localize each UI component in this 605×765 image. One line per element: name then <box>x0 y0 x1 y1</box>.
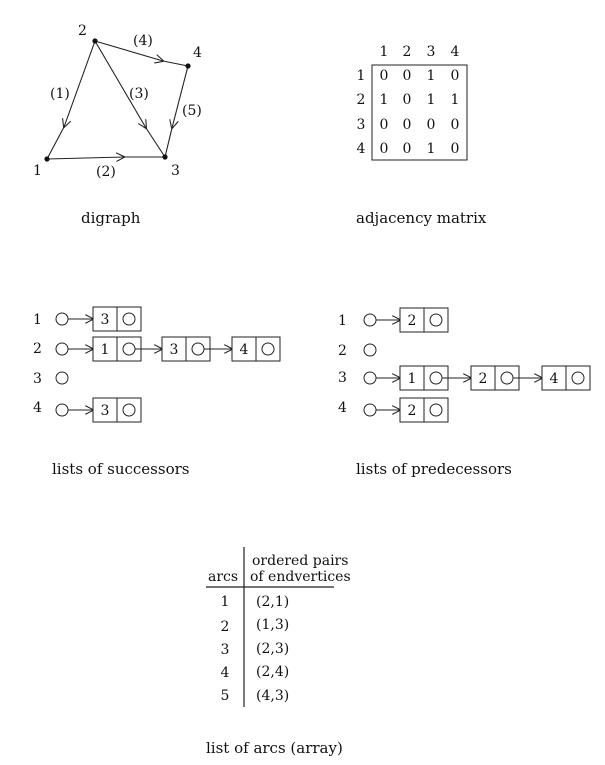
head-pointer-circle <box>364 404 376 416</box>
matrix-col-header: 4 <box>450 44 460 60</box>
list-node-value: 2 <box>407 313 417 329</box>
matrix-cell: 1 <box>426 92 436 108</box>
arc-label: (2) <box>96 164 116 180</box>
table-arc-pair: (2,4) <box>256 664 290 680</box>
table-arc-number: 4 <box>220 665 230 681</box>
list-node-value: 2 <box>407 403 417 419</box>
matrix-cell: 1 <box>426 141 436 157</box>
table-arc-pair: (2,3) <box>256 641 290 657</box>
arc-array-table <box>206 547 351 757</box>
list-node-value: 4 <box>549 371 559 387</box>
null-pointer-circle <box>364 344 376 356</box>
head-pointer-circle <box>364 372 376 384</box>
matrix-cell: 0 <box>379 68 389 84</box>
list-vertex-label: 3 <box>338 370 347 386</box>
vertex-label: 1 <box>33 163 42 179</box>
vertex-label: 2 <box>78 23 87 39</box>
matrix-cell: 0 <box>450 117 460 133</box>
list-node-value: 3 <box>169 342 179 358</box>
null-pointer-circle <box>430 404 442 416</box>
matrix-row-header: 2 <box>356 92 366 108</box>
matrix-caption: adjacency matrix <box>356 209 487 227</box>
matrix-cell: 1 <box>379 92 389 108</box>
matrix-row-header: 4 <box>356 141 366 157</box>
matrix-cell: 0 <box>402 68 412 84</box>
head-pointer-circle <box>56 404 68 416</box>
arc-label: (3) <box>129 86 149 102</box>
successors-caption: lists of successors <box>52 460 190 478</box>
pointer-circle <box>123 343 135 355</box>
table-arc-pair: (2,1) <box>256 594 290 610</box>
matrix-row-header: 3 <box>356 117 366 133</box>
list-vertex-label: 4 <box>33 400 42 416</box>
list-vertex-label: 2 <box>33 341 42 357</box>
list-node-value: 4 <box>239 342 249 358</box>
list-vertex-label: 1 <box>33 312 42 328</box>
matrix-cell: 0 <box>450 68 460 84</box>
list-node-value: 1 <box>407 371 417 387</box>
pointer-circle <box>430 372 442 384</box>
vertex-label: 3 <box>171 163 180 179</box>
adjacency-matrix <box>356 44 487 227</box>
matrix-col-header: 3 <box>426 44 436 60</box>
table-arc-number: 3 <box>220 642 230 658</box>
vertex-1-dot <box>44 156 49 161</box>
matrix-cell: 0 <box>402 141 412 157</box>
matrix-cell: 0 <box>379 141 389 157</box>
arc-array-caption: list of arcs (array) <box>206 739 343 757</box>
table-header-pairs-2: of endvertices <box>250 569 351 585</box>
predecessor-lists <box>338 308 590 478</box>
list-node-value: 3 <box>100 312 110 328</box>
table-header-arcs: arcs <box>208 569 239 585</box>
null-pointer-circle <box>56 372 68 384</box>
vertex-label: 4 <box>193 45 202 61</box>
null-pointer-circle <box>430 314 442 326</box>
list-node-value: 3 <box>100 403 110 419</box>
vertex-2-dot <box>92 38 97 43</box>
null-pointer-circle <box>123 313 135 325</box>
vertex-4-dot <box>185 63 190 68</box>
matrix-cell: 0 <box>426 117 436 133</box>
null-pointer-circle <box>572 372 584 384</box>
matrix-cell: 0 <box>450 141 460 157</box>
table-arc-number: 1 <box>220 594 230 610</box>
matrix-cell: 0 <box>379 117 389 133</box>
matrix-cell: 0 <box>402 92 412 108</box>
list-vertex-label: 4 <box>338 400 347 416</box>
matrix-cell: 0 <box>402 117 412 133</box>
arc-label: (4) <box>133 33 153 49</box>
null-pointer-circle <box>262 343 274 355</box>
successor-lists <box>33 307 280 478</box>
table-header-pairs: ordered pairs <box>252 553 349 569</box>
table-arc-pair: (1,3) <box>256 617 290 633</box>
matrix-cell: 1 <box>426 68 436 84</box>
pointer-circle <box>192 343 204 355</box>
arc-2 <box>47 157 165 159</box>
head-pointer-circle <box>364 314 376 326</box>
null-pointer-circle <box>123 404 135 416</box>
digraph-caption: digraph <box>81 209 141 227</box>
vertex-3-dot <box>162 154 167 159</box>
matrix-row-header: 1 <box>356 68 366 84</box>
matrix-cell: 1 <box>450 92 460 108</box>
matrix-col-header: 1 <box>379 44 389 60</box>
digraph <box>33 23 202 227</box>
list-vertex-label: 3 <box>33 371 42 387</box>
list-node-value: 1 <box>100 342 110 358</box>
table-arc-pair: (4,3) <box>256 688 290 704</box>
list-vertex-label: 1 <box>338 313 347 329</box>
pointer-circle <box>501 372 513 384</box>
matrix-col-header: 2 <box>402 44 412 60</box>
predecessors-caption: lists of predecessors <box>356 460 512 478</box>
list-node-value: 2 <box>478 371 488 387</box>
list-vertex-label: 2 <box>338 343 347 359</box>
head-pointer-circle <box>56 313 68 325</box>
arc-label: (5) <box>182 103 202 119</box>
head-pointer-circle <box>56 343 68 355</box>
table-arc-number: 5 <box>220 688 230 704</box>
arc-label: (1) <box>50 86 70 102</box>
table-arc-number: 2 <box>220 619 230 635</box>
